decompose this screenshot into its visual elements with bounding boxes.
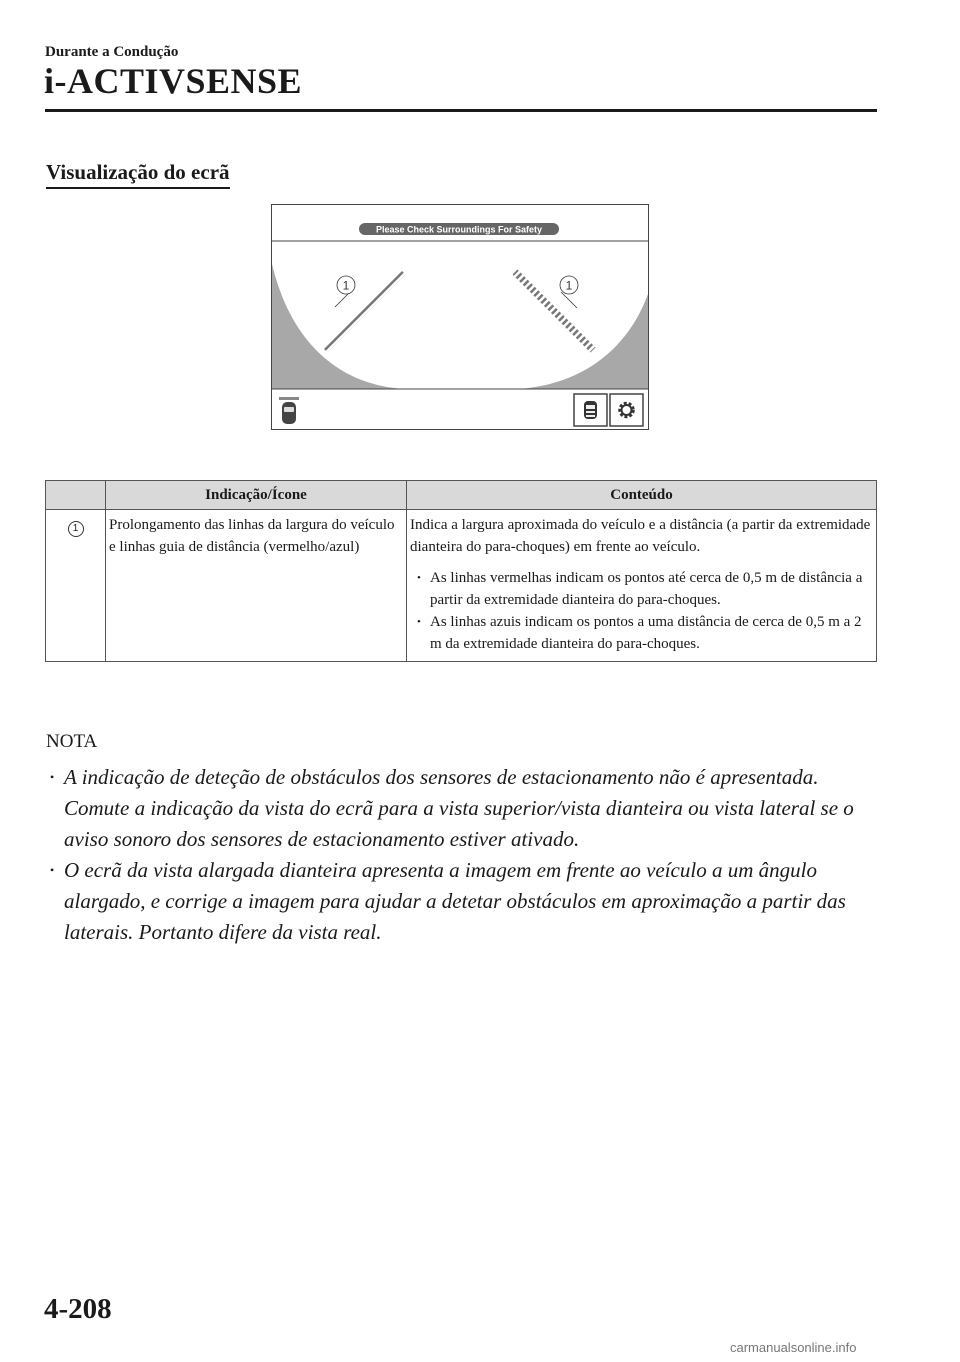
- sub-heading: Visualização do ecrã: [46, 160, 230, 189]
- settings-gear-icon[interactable]: [610, 394, 643, 426]
- row-bullets: [410, 567, 873, 655]
- header-indicator: Indicação/Ícone: [106, 481, 407, 510]
- callout-left: 1: [342, 278, 350, 293]
- safety-banner: Please Check Surroundings For Safety: [375, 224, 543, 235]
- indicator-table: [45, 480, 877, 662]
- section-header: Durante a Condução: [45, 44, 179, 60]
- row-content-cell: [407, 510, 877, 662]
- chapter-title: i-ACTIVSENSE: [44, 61, 303, 101]
- watermark: carmanualsonline.info: [730, 1340, 857, 1355]
- row-number: 1: [68, 521, 84, 537]
- header-number: [46, 481, 106, 510]
- note-list: [46, 762, 876, 948]
- callout-right: 1: [565, 278, 573, 293]
- note-item: • O ecrã da vista alargada dianteira apresenta a imagem em frente ao veículo a um ângulo alargado, e corrige a imagem para ajudar a detetar obstáculos em aproximação a partir das laterais. Portanto difere da vista real.: [46, 855, 876, 948]
- table-row: [46, 510, 877, 662]
- bullet-item: • As linhas vermelhas indicam os pontos até cerca de 0,5 m de distância a partir da extremidade dianteira do para-choques.: [410, 567, 873, 611]
- header-content: Conteúdo: [407, 481, 877, 510]
- note-title: NOTA: [46, 731, 98, 752]
- bullet-item: • As linhas azuis indicam os pontos a uma distância de cerca de 0,5 m a 2 m da extremidade dianteira do para-choques.: [410, 611, 873, 655]
- header-divider: [45, 109, 877, 112]
- view-switch-icon[interactable]: [574, 394, 607, 426]
- screen-illustration: [271, 204, 649, 430]
- table-header-row: [46, 481, 877, 510]
- row-number-cell: [46, 510, 106, 662]
- row-content: Indica a largura aproximada do veículo e a distância (a partir da extremidade dianteira do para-choques) em frente ao veículo.: [410, 517, 871, 555]
- row-item: Prolongamento das linhas da largura do veículo e linhas guia de distância (vermelho/azul): [106, 510, 407, 662]
- page-number: 4-208: [44, 1293, 112, 1325]
- note-item: • A indicação de deteção de obstáculos dos sensores de estacionamento não é apresentada. Comute a indicação da vista do ecrã para a vista superior/vista dianteira ou vista lateral se o aviso sonoro dos sensores de estacionamento estiver ativado.: [46, 762, 876, 855]
